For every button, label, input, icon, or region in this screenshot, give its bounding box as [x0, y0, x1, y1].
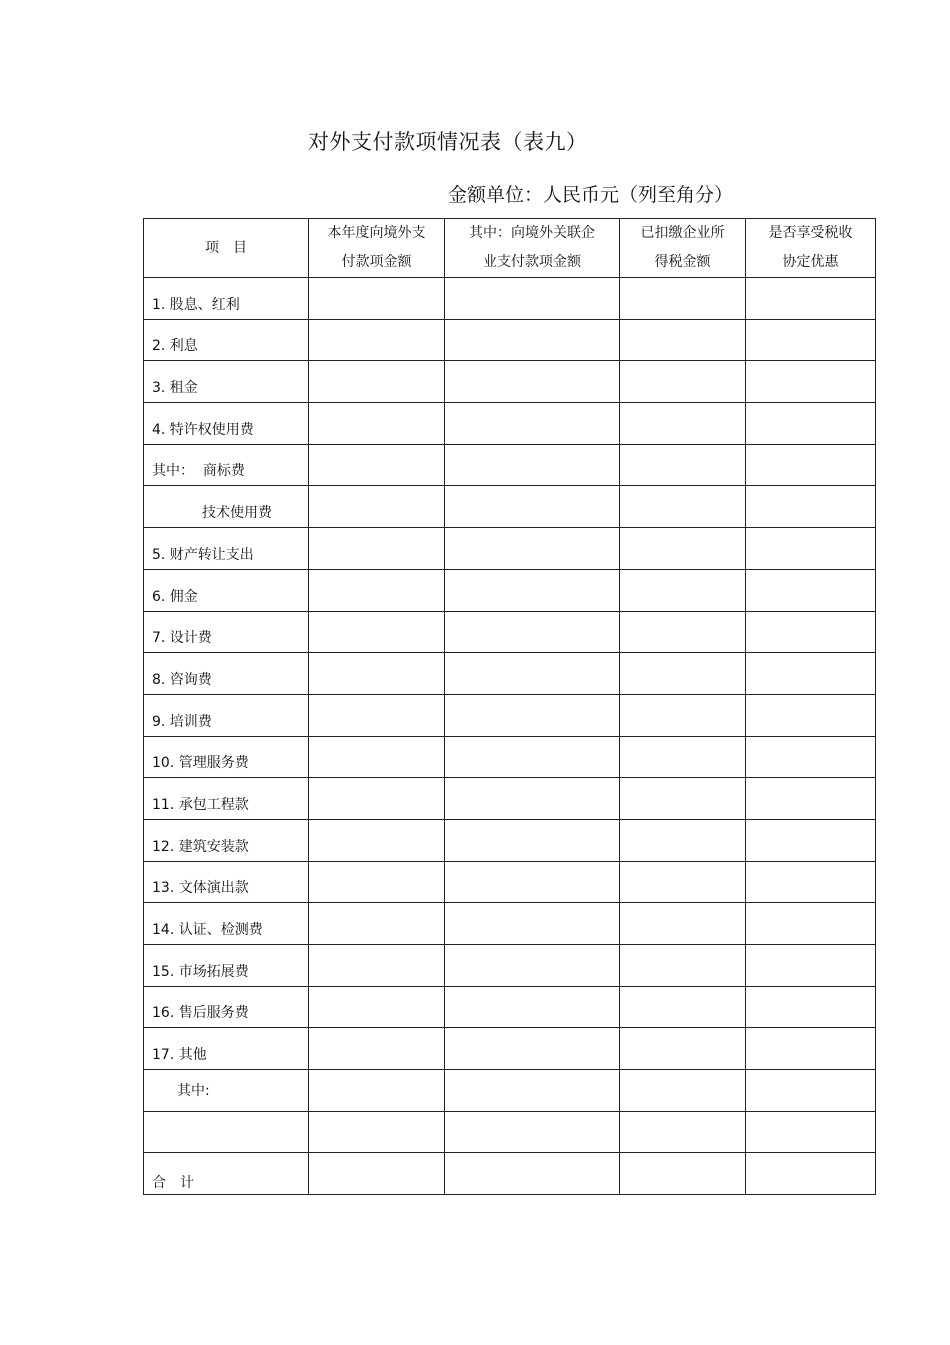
treaty-benefit-cell[interactable] — [746, 611, 876, 653]
treaty-benefit-cell[interactable] — [746, 736, 876, 778]
treaty-benefit-cell[interactable] — [746, 1070, 876, 1112]
row-label-total: 合 计 — [144, 1153, 309, 1195]
annual-amount-cell[interactable] — [309, 1153, 445, 1195]
table-row — [144, 986, 876, 1028]
table-row — [144, 1070, 876, 1112]
related-party-amount-cell[interactable] — [445, 486, 620, 528]
related-party-amount-cell[interactable] — [445, 361, 620, 403]
annual-amount-cell[interactable] — [309, 319, 445, 361]
related-party-amount-cell[interactable] — [445, 528, 620, 570]
treaty-benefit-cell[interactable] — [746, 278, 876, 320]
related-party-amount-cell[interactable] — [445, 444, 620, 486]
treaty-benefit-cell[interactable] — [746, 778, 876, 820]
annual-amount-cell[interactable] — [309, 653, 445, 695]
header-withheld-tax: 已扣缴企业所 得税金额 — [620, 219, 746, 278]
related-party-amount-cell[interactable] — [445, 569, 620, 611]
treaty-benefit-cell[interactable] — [746, 1028, 876, 1070]
header-annual-amount: 本年度向境外支 付款项金额 — [309, 219, 445, 278]
annual-amount-cell[interactable] — [309, 486, 445, 528]
row-label: 13. 文体演出款 — [144, 861, 309, 903]
annual-amount-cell[interactable] — [309, 528, 445, 570]
treaty-benefit-cell[interactable] — [746, 319, 876, 361]
row-label: 12. 建筑安装款 — [144, 819, 309, 861]
row-label: 5. 财产转让支出 — [144, 528, 309, 570]
table-row — [144, 528, 876, 570]
row-label: 其中： 商标费 — [144, 444, 309, 486]
related-party-amount-cell[interactable] — [445, 1028, 620, 1070]
withheld-tax-cell[interactable] — [620, 694, 746, 736]
table-row — [144, 278, 876, 320]
table-header-row — [144, 219, 876, 278]
withheld-tax-cell[interactable] — [620, 403, 746, 445]
annual-amount-cell[interactable] — [309, 778, 445, 820]
withheld-tax-cell[interactable] — [620, 1153, 746, 1195]
treaty-benefit-cell[interactable] — [746, 819, 876, 861]
annual-amount-cell[interactable] — [309, 903, 445, 945]
treaty-benefit-cell[interactable] — [746, 653, 876, 695]
withheld-tax-cell[interactable] — [620, 361, 746, 403]
annual-amount-cell[interactable] — [309, 361, 445, 403]
row-label: 2. 利息 — [144, 319, 309, 361]
annual-amount-cell[interactable] — [309, 403, 445, 445]
table-row — [144, 653, 876, 695]
table-row — [144, 1111, 876, 1153]
related-party-amount-cell[interactable] — [445, 694, 620, 736]
annual-amount-cell[interactable] — [309, 945, 445, 987]
header-item: 项 目 — [144, 219, 309, 278]
withheld-tax-cell[interactable] — [620, 1070, 746, 1112]
treaty-benefit-cell[interactable] — [746, 903, 876, 945]
table-row — [144, 694, 876, 736]
row-label: 14. 认证、检测费 — [144, 903, 309, 945]
related-party-amount-cell[interactable] — [445, 986, 620, 1028]
withheld-tax-cell[interactable] — [620, 569, 746, 611]
withheld-tax-cell[interactable] — [620, 1111, 746, 1153]
annual-amount-cell[interactable] — [309, 694, 445, 736]
row-label: 4. 特许权使用费 — [144, 403, 309, 445]
annual-amount-cell[interactable] — [309, 1028, 445, 1070]
row-label: 16. 售后服务费 — [144, 986, 309, 1028]
row-label: 1. 股息、红利 — [144, 278, 309, 320]
treaty-benefit-cell[interactable] — [746, 861, 876, 903]
annual-amount-cell[interactable] — [309, 611, 445, 653]
annual-amount-cell[interactable] — [309, 861, 445, 903]
row-label: 17. 其他 — [144, 1028, 309, 1070]
table-row — [144, 444, 876, 486]
table-row — [144, 736, 876, 778]
related-party-amount-cell[interactable] — [445, 1111, 620, 1153]
related-party-amount-cell[interactable] — [445, 653, 620, 695]
related-party-amount-cell[interactable] — [445, 278, 620, 320]
table-row — [144, 1028, 876, 1070]
page-title: 对外支付款项情况表（表九） — [308, 130, 588, 154]
withheld-tax-cell[interactable] — [620, 319, 746, 361]
treaty-benefit-cell[interactable] — [746, 403, 876, 445]
related-party-amount-cell[interactable] — [445, 611, 620, 653]
table-row — [144, 611, 876, 653]
table-row — [144, 319, 876, 361]
payment-table — [143, 218, 876, 1195]
annual-amount-cell[interactable] — [309, 444, 445, 486]
withheld-tax-cell[interactable] — [620, 486, 746, 528]
withheld-tax-cell[interactable] — [620, 278, 746, 320]
table-row — [144, 903, 876, 945]
header-treaty-benefit: 是否享受税收 协定优惠 — [746, 219, 876, 278]
total-row — [144, 1153, 876, 1195]
treaty-benefit-cell[interactable] — [746, 528, 876, 570]
currency-unit-label: 金额单位：人民币元（列至角分） — [448, 184, 734, 206]
annual-amount-cell[interactable] — [309, 278, 445, 320]
withheld-tax-cell[interactable] — [620, 1028, 746, 1070]
related-party-amount-cell[interactable] — [445, 1153, 620, 1195]
treaty-benefit-cell[interactable] — [746, 486, 876, 528]
withheld-tax-cell[interactable] — [620, 653, 746, 695]
treaty-benefit-cell[interactable] — [746, 444, 876, 486]
row-label[interactable] — [144, 1111, 309, 1153]
treaty-benefit-cell[interactable] — [746, 361, 876, 403]
header-related-party-amount: 其中：向境外关联企 业支付款项金额 — [445, 219, 620, 278]
withheld-tax-cell[interactable] — [620, 945, 746, 987]
table-row — [144, 778, 876, 820]
annual-amount-cell[interactable] — [309, 736, 445, 778]
related-party-amount-cell[interactable] — [445, 861, 620, 903]
table-row — [144, 861, 876, 903]
row-label: 8. 咨询费 — [144, 653, 309, 695]
withheld-tax-cell[interactable] — [620, 861, 746, 903]
row-label: 技术使用费 — [144, 486, 309, 528]
table-row — [144, 945, 876, 987]
row-label: 6. 佣金 — [144, 569, 309, 611]
row-label: 11. 承包工程款 — [144, 778, 309, 820]
withheld-tax-cell[interactable] — [620, 986, 746, 1028]
treaty-benefit-cell[interactable] — [746, 1153, 876, 1195]
row-label: 3. 租金 — [144, 361, 309, 403]
withheld-tax-cell[interactable] — [620, 903, 746, 945]
withheld-tax-cell[interactable] — [620, 819, 746, 861]
withheld-tax-cell[interactable] — [620, 736, 746, 778]
table-row — [144, 569, 876, 611]
related-party-amount-cell[interactable] — [445, 903, 620, 945]
row-label: 9. 培训费 — [144, 694, 309, 736]
treaty-benefit-cell[interactable] — [746, 1111, 876, 1153]
related-party-amount-cell[interactable] — [445, 736, 620, 778]
annual-amount-cell[interactable] — [309, 819, 445, 861]
related-party-amount-cell[interactable] — [445, 1070, 620, 1112]
related-party-amount-cell[interactable] — [445, 319, 620, 361]
treaty-benefit-cell[interactable] — [746, 986, 876, 1028]
withheld-tax-cell[interactable] — [620, 528, 746, 570]
row-label: 15. 市场拓展费 — [144, 945, 309, 987]
treaty-benefit-cell[interactable] — [746, 945, 876, 987]
related-party-amount-cell[interactable] — [445, 403, 620, 445]
table-row — [144, 819, 876, 861]
related-party-amount-cell[interactable] — [445, 945, 620, 987]
annual-amount-cell[interactable] — [309, 569, 445, 611]
table-row — [144, 403, 876, 445]
annual-amount-cell[interactable] — [309, 1111, 445, 1153]
treaty-benefit-cell[interactable] — [746, 569, 876, 611]
withheld-tax-cell[interactable] — [620, 778, 746, 820]
related-party-amount-cell[interactable] — [445, 778, 620, 820]
treaty-benefit-cell[interactable] — [746, 694, 876, 736]
table-row — [144, 486, 876, 528]
row-label: 10. 管理服务费 — [144, 736, 309, 778]
table-row — [144, 361, 876, 403]
annual-amount-cell[interactable] — [309, 1070, 445, 1112]
row-label: 其中: — [144, 1070, 309, 1112]
withheld-tax-cell[interactable] — [620, 444, 746, 486]
related-party-amount-cell[interactable] — [445, 819, 620, 861]
annual-amount-cell[interactable] — [309, 986, 445, 1028]
withheld-tax-cell[interactable] — [620, 611, 746, 653]
row-label: 7. 设计费 — [144, 611, 309, 653]
